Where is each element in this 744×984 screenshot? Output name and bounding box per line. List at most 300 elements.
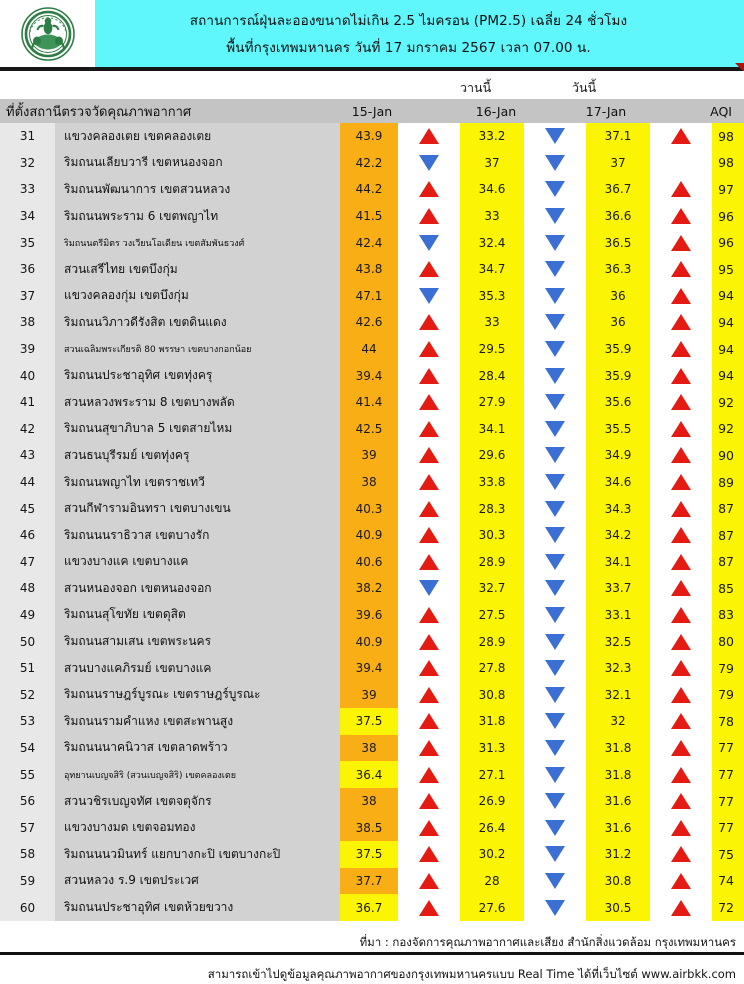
trend-cell-aqi (650, 788, 712, 815)
arrow-up-icon (419, 128, 439, 144)
trend-cell-15-to-16 (398, 150, 460, 177)
row-index: 53 (0, 708, 55, 735)
value-15-jan: 36.4 (340, 761, 398, 788)
value-16-jan: 27.6 (460, 894, 524, 921)
value-17-jan: 31.6 (586, 788, 650, 815)
station-name: ริมถนนพระราม 6 เขตพญาไท (55, 203, 340, 230)
trend-cell-15-to-16 (398, 575, 460, 602)
arrow-up-icon (419, 687, 439, 703)
value-17-jan: 34.6 (586, 469, 650, 496)
table-row (0, 256, 744, 283)
day-labels-row (0, 71, 744, 99)
arrow-up-icon (671, 235, 691, 251)
row-index: 56 (0, 788, 55, 815)
value-16-jan: 28.9 (460, 549, 524, 576)
trend-cell-aqi (650, 389, 712, 416)
row-index: 60 (0, 894, 55, 921)
table-row (0, 469, 744, 496)
row-index: 57 (0, 814, 55, 841)
trend-cell-15-to-16 (398, 788, 460, 815)
aqi-value: 85 (712, 575, 744, 602)
trend-cell-aqi (650, 602, 712, 629)
value-17-jan: 34.3 (586, 495, 650, 522)
value-17-jan: 36 (586, 309, 650, 336)
value-16-jan: 32.7 (460, 575, 524, 602)
table-row (0, 203, 744, 230)
footer-divider (0, 952, 744, 955)
trend-cell-aqi (650, 761, 712, 788)
trend-cell-16-to-17 (524, 788, 586, 815)
aqi-value: 80 (712, 628, 744, 655)
trend-cell-15-to-16 (398, 203, 460, 230)
aqi-value: 89 (712, 469, 744, 496)
row-index: 51 (0, 655, 55, 682)
value-15-jan: 40.9 (340, 522, 398, 549)
table-row (0, 123, 744, 150)
station-name: อุทยานเบญจสิริ (สวนเบญจสิริ) เขตคลองเตย (55, 761, 340, 788)
value-17-jan: 36.5 (586, 229, 650, 256)
value-15-jan: 37.5 (340, 841, 398, 868)
arrow-up-icon (419, 554, 439, 570)
station-name: สวนหลวง ร.9 เขตประเวศ (55, 868, 340, 895)
value-17-jan: 35.6 (586, 389, 650, 416)
trend-cell-16-to-17 (524, 761, 586, 788)
value-16-jan: 33.8 (460, 469, 524, 496)
station-name: ริมถนนสุโขทัย เขตดุสิต (55, 602, 340, 629)
trend-cell-16-to-17 (524, 708, 586, 735)
arrow-down-icon (545, 394, 565, 410)
station-name: แขวงคลองเตย เขตคลองเตย (55, 123, 340, 150)
station-name: ริมถนนพญาไท เขตราชเทวี (55, 469, 340, 496)
column-header-station: ที่ตั้งสถานีตรวจวัดคุณภาพอากาศ (6, 104, 192, 120)
arrow-down-icon (545, 554, 565, 570)
value-17-jan: 31.6 (586, 814, 650, 841)
row-index: 35 (0, 229, 55, 256)
arrow-up-icon (671, 873, 691, 889)
row-index: 38 (0, 309, 55, 336)
row-index: 49 (0, 602, 55, 629)
value-15-jan: 37.5 (340, 708, 398, 735)
value-16-jan: 31.8 (460, 708, 524, 735)
value-16-jan: 29.6 (460, 442, 524, 469)
arrow-down-icon (545, 288, 565, 304)
table-row (0, 176, 744, 203)
station-name: สวนกีฬารามอินทรา เขตบางเขน (55, 495, 340, 522)
value-16-jan: 37 (460, 150, 524, 177)
aqi-value: 94 (712, 336, 744, 363)
aqi-value: 72 (712, 894, 744, 921)
table-row (0, 549, 744, 576)
aqi-value: 92 (712, 416, 744, 443)
arrow-up-icon (671, 181, 691, 197)
value-15-jan: 37.7 (340, 868, 398, 895)
arrow-up-icon (671, 421, 691, 437)
aqi-value: 77 (712, 814, 744, 841)
station-name: สวนวชิรเบญจทัศ เขตจตุจักร (55, 788, 340, 815)
trend-cell-16-to-17 (524, 814, 586, 841)
arrow-up-icon (419, 793, 439, 809)
row-index: 41 (0, 389, 55, 416)
value-15-jan: 39 (340, 442, 398, 469)
trend-cell-15-to-16 (398, 655, 460, 682)
value-17-jan: 30.5 (586, 894, 650, 921)
trend-cell-aqi (650, 309, 712, 336)
row-index: 59 (0, 868, 55, 895)
arrow-down-icon (545, 527, 565, 543)
arrow-up-icon (671, 368, 691, 384)
trend-cell-16-to-17 (524, 602, 586, 629)
value-16-jan: 28.3 (460, 495, 524, 522)
arrow-up-icon (671, 580, 691, 596)
trend-cell-15-to-16 (398, 256, 460, 283)
trend-cell-16-to-17 (524, 495, 586, 522)
row-index: 40 (0, 362, 55, 389)
station-name: ริมถนนพัฒนาการ เขตสวนหลวง (55, 176, 340, 203)
station-name: ริมถนนประชาอุทิศ เขตทุ่งครุ (55, 362, 340, 389)
trend-cell-aqi (650, 841, 712, 868)
arrow-up-icon (419, 208, 439, 224)
table-row (0, 708, 744, 735)
trend-cell-15-to-16 (398, 761, 460, 788)
trend-cell-15-to-16 (398, 894, 460, 921)
trend-cell-aqi (650, 123, 712, 150)
station-name: ริมถนนรามคำแหง เขตสะพานสูง (55, 708, 340, 735)
value-15-jan: 38 (340, 788, 398, 815)
row-index: 36 (0, 256, 55, 283)
arrow-up-icon (671, 314, 691, 330)
arrow-up-icon (671, 288, 691, 304)
arrow-down-icon (545, 208, 565, 224)
trend-cell-aqi (650, 495, 712, 522)
trend-cell-aqi (650, 655, 712, 682)
table-row (0, 495, 744, 522)
arrow-up-icon (419, 181, 439, 197)
aqi-value: 96 (712, 229, 744, 256)
row-index: 33 (0, 176, 55, 203)
row-index: 47 (0, 549, 55, 576)
trend-cell-16-to-17 (524, 442, 586, 469)
arrow-up-icon (671, 740, 691, 756)
arrow-up-icon (671, 554, 691, 570)
value-17-jan: 36.6 (586, 203, 650, 230)
bangkok-metropolitan-seal-icon (20, 6, 76, 62)
station-name: แขวงบางมด เขตจอมทอง (55, 814, 340, 841)
trend-cell-15-to-16 (398, 841, 460, 868)
row-index: 55 (0, 761, 55, 788)
station-name: ริมถนนนวมินทร์ แยกบางกะปิ เขตบางกะปิ (55, 841, 340, 868)
arrow-up-icon (419, 873, 439, 889)
table-row (0, 655, 744, 682)
trend-cell-15-to-16 (398, 389, 460, 416)
row-index: 39 (0, 336, 55, 363)
table-row (0, 841, 744, 868)
trend-cell-16-to-17 (524, 868, 586, 895)
arrow-down-icon (545, 900, 565, 916)
value-17-jan: 35.9 (586, 362, 650, 389)
arrow-up-icon (419, 634, 439, 650)
trend-cell-16-to-17 (524, 123, 586, 150)
trend-cell-aqi (650, 362, 712, 389)
value-15-jan: 44 (340, 336, 398, 363)
table-row (0, 442, 744, 469)
trend-cell-aqi (650, 894, 712, 921)
arrow-down-icon (545, 846, 565, 862)
arrow-up-icon (419, 820, 439, 836)
trend-cell-15-to-16 (398, 176, 460, 203)
arrow-up-icon (419, 314, 439, 330)
value-17-jan: 35.9 (586, 336, 650, 363)
value-15-jan: 39.4 (340, 655, 398, 682)
trend-cell-16-to-17 (524, 362, 586, 389)
arrow-down-icon (545, 474, 565, 490)
arrow-up-icon (671, 634, 691, 650)
aqi-value: 98 (712, 150, 744, 177)
arrow-down-icon (545, 447, 565, 463)
trend-cell-15-to-16 (398, 469, 460, 496)
aqi-value: 87 (712, 495, 744, 522)
arrow-down-icon (545, 873, 565, 889)
arrow-down-icon (545, 820, 565, 836)
trend-cell-16-to-17 (524, 416, 586, 443)
value-16-jan: 33 (460, 309, 524, 336)
station-name: ริมถนนวิภาวดีรังสิต เขตดินแดง (55, 309, 340, 336)
arrow-up-icon (419, 900, 439, 916)
value-15-jan: 41.4 (340, 389, 398, 416)
trend-cell-16-to-17 (524, 549, 586, 576)
aqi-value: 95 (712, 256, 744, 283)
trend-cell-15-to-16 (398, 362, 460, 389)
arrow-up-icon (671, 900, 691, 916)
trend-cell-aqi (650, 336, 712, 363)
value-15-jan: 39 (340, 681, 398, 708)
table-row (0, 628, 744, 655)
station-name: ริมถนนนราธิวาส เขตบางรัก (55, 522, 340, 549)
table-row (0, 309, 744, 336)
value-17-jan: 31.2 (586, 841, 650, 868)
value-16-jan: 26.4 (460, 814, 524, 841)
value-17-jan: 31.8 (586, 761, 650, 788)
trend-cell-16-to-17 (524, 894, 586, 921)
footer-note: สามารถเข้าไปดูข้อมูลคุณภาพอากาศของกรุงเทพมหานครแบบ Real Time ได้ที่เว็บไซต์ www.airbkk.com (207, 966, 736, 981)
value-17-jan: 35.5 (586, 416, 650, 443)
arrow-down-icon (419, 288, 439, 304)
column-header-date1: 15-Jan (351, 103, 393, 119)
aqi-value: 97 (712, 176, 744, 203)
arrow-down-icon (419, 580, 439, 596)
report-header (0, 0, 744, 67)
aqi-value: 79 (712, 655, 744, 682)
trend-cell-15-to-16 (398, 868, 460, 895)
aqi-value: 79 (712, 681, 744, 708)
table-row (0, 283, 744, 310)
arrow-up-icon (419, 660, 439, 676)
table-row (0, 229, 744, 256)
value-16-jan: 33.2 (460, 123, 524, 150)
table-row (0, 336, 744, 363)
arrow-down-icon (545, 235, 565, 251)
value-16-jan: 34.7 (460, 256, 524, 283)
page-title: สถานการณ์ฝุ่นละอองขนาดไม่เกิน 2.5 ไมครอน (PM2.5) เฉลี่ย 24 ชั่วโมง (189, 13, 628, 29)
table-row (0, 150, 744, 177)
aqi-value: 87 (712, 522, 744, 549)
value-16-jan: 28 (460, 868, 524, 895)
value-16-jan: 32.4 (460, 229, 524, 256)
value-15-jan: 38 (340, 735, 398, 762)
value-16-jan: 28.9 (460, 628, 524, 655)
arrow-down-icon (545, 634, 565, 650)
row-index: 58 (0, 841, 55, 868)
row-index: 34 (0, 203, 55, 230)
station-name: ริมถนนราษฎร์บูรณะ เขตราษฎร์บูรณะ (55, 681, 340, 708)
arrow-up-icon (671, 846, 691, 862)
trend-cell-15-to-16 (398, 602, 460, 629)
trend-cell-16-to-17 (524, 176, 586, 203)
trend-cell-15-to-16 (398, 628, 460, 655)
aqi-value: 83 (712, 602, 744, 629)
arrow-up-icon (419, 394, 439, 410)
value-17-jan: 33.7 (586, 575, 650, 602)
arrow-down-icon (545, 261, 565, 277)
table-row (0, 894, 744, 921)
arrow-up-icon (671, 501, 691, 517)
row-index: 52 (0, 681, 55, 708)
table-row (0, 735, 744, 762)
value-16-jan: 27.8 (460, 655, 524, 682)
trend-cell-aqi (650, 469, 712, 496)
row-index: 43 (0, 442, 55, 469)
station-name: สวนหนองจอก เขตหนองจอก (55, 575, 340, 602)
arrow-down-icon (545, 740, 565, 756)
arrow-up-icon (419, 527, 439, 543)
value-16-jan: 31.3 (460, 735, 524, 762)
arrow-up-icon (671, 660, 691, 676)
arrow-up-icon (671, 261, 691, 277)
column-header-aqi: AQI (710, 103, 732, 119)
value-15-jan: 43.8 (340, 256, 398, 283)
value-15-jan: 43.9 (340, 123, 398, 150)
arrow-up-icon (419, 713, 439, 729)
table-row (0, 522, 744, 549)
station-name: ริมถนนนาคนิวาส เขตลาดพร้าว (55, 735, 340, 762)
arrow-down-icon (419, 155, 439, 171)
trend-cell-16-to-17 (524, 336, 586, 363)
trend-cell-16-to-17 (524, 681, 586, 708)
arrow-up-icon (419, 368, 439, 384)
aqi-value: 87 (712, 549, 744, 576)
station-name: ริมถนนประชาอุทิศ เขตห้วยขวาง (55, 894, 340, 921)
trend-cell-15-to-16 (398, 123, 460, 150)
row-index: 48 (0, 575, 55, 602)
value-16-jan: 26.9 (460, 788, 524, 815)
footer-source: ที่มา : กองจัดการคุณภาพอากาศและเสียง สำนักสิ่งแวดล้อม กรุงเทพมหานคร (359, 934, 736, 949)
trend-cell-15-to-16 (398, 442, 460, 469)
value-15-jan: 42.6 (340, 309, 398, 336)
measurement-table-body (0, 123, 744, 921)
arrow-up-icon (419, 501, 439, 517)
table-row (0, 788, 744, 815)
arrow-up-icon (419, 846, 439, 862)
value-15-jan: 40.3 (340, 495, 398, 522)
arrow-down-icon (545, 181, 565, 197)
arrow-up-icon (419, 447, 439, 463)
trend-cell-aqi (650, 203, 712, 230)
arrow-up-icon (419, 767, 439, 783)
page-subtitle: พื้นที่กรุงเทพมหานคร วันที่ 17 มกราคม 2567 เวลา 07.00 น. (226, 40, 591, 56)
column-header-date2: 16-Jan (475, 103, 517, 119)
trend-cell-aqi (650, 176, 712, 203)
arrow-down-icon (419, 235, 439, 251)
arrow-down-icon (545, 713, 565, 729)
value-17-jan: 32.5 (586, 628, 650, 655)
station-name: แขวงคลองกุ่ม เขตบึงกุ่ม (55, 283, 340, 310)
table-row (0, 362, 744, 389)
value-17-jan: 36 (586, 283, 650, 310)
trend-cell-16-to-17 (524, 575, 586, 602)
aqi-value: 92 (712, 389, 744, 416)
arrow-up-icon (671, 341, 691, 357)
arrow-down-icon (545, 368, 565, 384)
arrow-up-icon (671, 128, 691, 144)
row-index: 37 (0, 283, 55, 310)
trend-cell-16-to-17 (524, 389, 586, 416)
row-index: 44 (0, 469, 55, 496)
value-15-jan: 38.2 (340, 575, 398, 602)
aqi-value: 94 (712, 309, 744, 336)
row-index: 32 (0, 150, 55, 177)
value-15-jan: 38.5 (340, 814, 398, 841)
trend-cell-16-to-17 (524, 203, 586, 230)
arrow-down-icon (545, 687, 565, 703)
station-name: สวนบางแคภิรมย์ เขตบางแค (55, 655, 340, 682)
arrow-up-icon (671, 607, 691, 623)
value-17-jan: 32.1 (586, 681, 650, 708)
arrow-down-icon (545, 341, 565, 357)
trend-cell-aqi (650, 628, 712, 655)
station-name: สวนหลวงพระราม 8 เขตบางพลัด (55, 389, 340, 416)
trend-cell-aqi (650, 814, 712, 841)
value-17-jan: 30.8 (586, 868, 650, 895)
value-17-jan: 34.2 (586, 522, 650, 549)
trend-cell-16-to-17 (524, 469, 586, 496)
aqi-value: 78 (712, 708, 744, 735)
trend-cell-16-to-17 (524, 655, 586, 682)
aqi-value: 77 (712, 788, 744, 815)
label-yesterday: วานนี้ (460, 80, 492, 95)
trend-cell-15-to-16 (398, 549, 460, 576)
arrow-down-icon (545, 128, 565, 144)
value-17-jan: 34.9 (586, 442, 650, 469)
station-name: ริมถนนเลียบวารี เขตหนองจอก (55, 150, 340, 177)
trend-cell-aqi (650, 229, 712, 256)
row-index: 31 (0, 123, 55, 150)
value-17-jan: 32.3 (586, 655, 650, 682)
aqi-value: 75 (712, 841, 744, 868)
row-index: 42 (0, 416, 55, 443)
row-index: 46 (0, 522, 55, 549)
row-index: 50 (0, 628, 55, 655)
value-16-jan: 30.3 (460, 522, 524, 549)
arrow-up-icon (671, 474, 691, 490)
header-title-block (95, 0, 744, 67)
arrow-up-icon (419, 474, 439, 490)
value-16-jan: 28.4 (460, 362, 524, 389)
arrow-up-icon (419, 421, 439, 437)
trend-cell-15-to-16 (398, 681, 460, 708)
row-index: 54 (0, 735, 55, 762)
value-17-jan: 37.1 (586, 123, 650, 150)
value-15-jan: 42.2 (340, 150, 398, 177)
value-15-jan: 47.1 (340, 283, 398, 310)
